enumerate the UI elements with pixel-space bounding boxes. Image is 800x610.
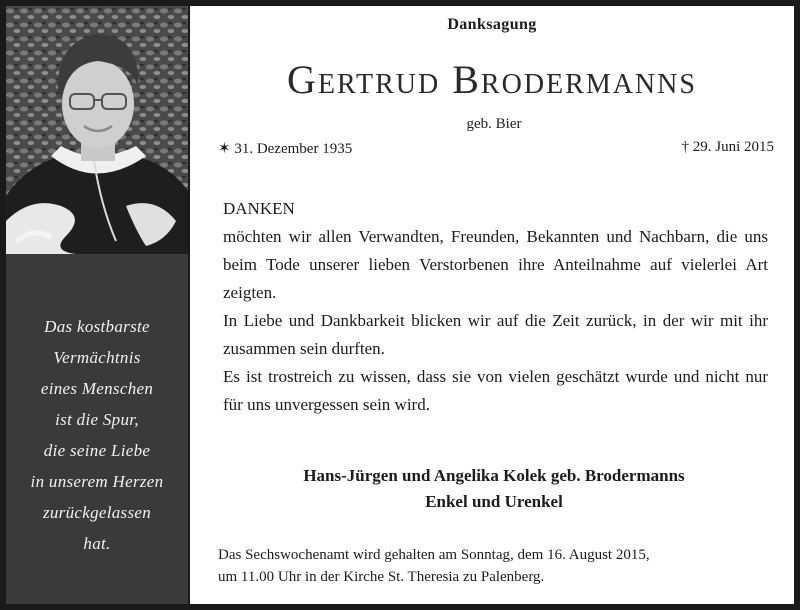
quote-line: zurückgelassen <box>42 503 152 522</box>
footer-line: um 11.00 Uhr in der Kirche St. Theresia zu Palenberg. <box>218 569 545 585</box>
maiden-name: geb. Bier <box>466 116 522 132</box>
notice-body <box>190 6 794 604</box>
quote-line: ist die Spur, <box>55 410 139 429</box>
quote-line: in unserem Herzen <box>30 472 164 491</box>
quote-line: hat. <box>83 534 111 553</box>
left-column <box>6 6 188 604</box>
quote-line: die seine Liebe <box>43 441 151 460</box>
notice-header: Danksagung <box>447 16 537 33</box>
portrait-photo <box>6 6 188 254</box>
deceased-name: Gertrud Brodermanns <box>287 57 697 102</box>
body-paragraph: Es ist trostreich zu wissen, dass sie von vielen geschätzt wurde und nicht nur für uns unvergessen sein wird. <box>223 367 768 414</box>
signer-line: Enkel und Urenkel <box>425 492 563 511</box>
body-paragraph: In Liebe und Dankbarkeit blicken wir auf die Zeit zurück, in der wir mit ihr zusammen sein durften. <box>223 311 768 358</box>
mass-announcement <box>218 544 778 588</box>
thank-you-text <box>223 195 768 419</box>
portrait-illustration <box>6 6 188 254</box>
quote-line: eines Menschen <box>40 379 154 398</box>
death-date: † 29. Juni 2015 <box>681 139 774 155</box>
body-paragraph: möchten wir allen Verwandten, Freunden, Bekannten und Nachbarn, die uns beim Tode unserer lieben Verstorbenen ihre Anteilnahme auf vielerlei Art zeigten. <box>223 227 768 302</box>
body-heading: DANKEN <box>223 199 295 218</box>
footer-line: Das Sechswochenamt wird gehalten am Sonntag, dem 16. August 2015, <box>218 547 650 563</box>
signers <box>190 463 798 515</box>
birth-date: ✶ 31. Dezember 1935 <box>218 141 353 157</box>
memorial-quote <box>6 311 188 559</box>
quote-line: Das kostbarste <box>44 317 150 336</box>
quote-line: Vermächtnis <box>53 348 141 367</box>
signer-line: Hans-Jürgen und Angelika Kolek geb. Brodermanns <box>303 466 685 485</box>
